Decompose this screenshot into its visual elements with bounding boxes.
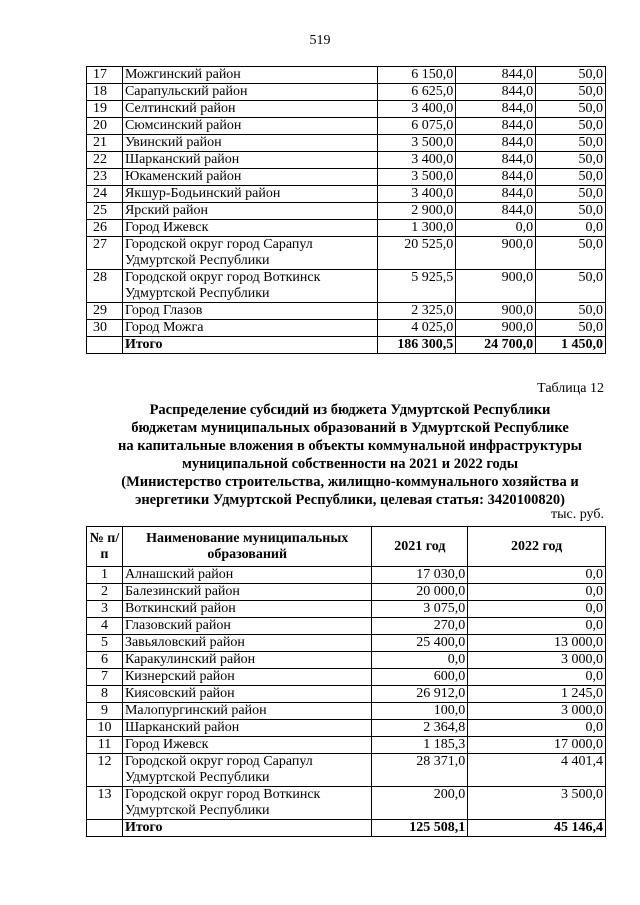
title-line: бюджетам муниципальных образований в Удмуртской Республике xyxy=(131,420,569,436)
value-cell: 186 300,5 xyxy=(378,337,456,354)
name-cell: Итого xyxy=(122,820,372,837)
row-number-cell: 18 xyxy=(87,84,123,101)
value-cell: 1 185,3 xyxy=(372,737,468,754)
value-cell: 3 500,0 xyxy=(378,169,456,186)
value-cell: 3 500,0 xyxy=(468,787,606,820)
subsidy-table-continued xyxy=(86,66,606,354)
name-cell: Балезинский район xyxy=(122,584,372,601)
name-cell: Ярский район xyxy=(122,203,377,220)
row-number-cell: 2 xyxy=(87,584,123,601)
row-number-cell: 19 xyxy=(87,101,123,118)
value-cell: 3 075,0 xyxy=(372,601,468,618)
row-number-cell: 4 xyxy=(87,618,123,635)
table-row xyxy=(87,152,606,169)
table-row xyxy=(87,135,606,152)
value-cell: 0,0 xyxy=(468,567,606,584)
value-cell: 50,0 xyxy=(536,303,606,320)
value-cell: 844,0 xyxy=(456,67,536,84)
value-cell: 844,0 xyxy=(456,203,536,220)
units-label: тыс. руб. xyxy=(551,507,604,522)
value-cell: 20 000,0 xyxy=(372,584,468,601)
value-cell: 900,0 xyxy=(456,237,536,270)
name-cell: Городской округ город Сарапул Удмуртской Республики xyxy=(122,754,372,787)
name-cell: Воткинский район xyxy=(122,601,372,618)
header-2022: 2022 год xyxy=(468,527,606,567)
name-cell: Увинский район xyxy=(122,135,377,152)
row-number-cell xyxy=(87,337,123,354)
name-cell: Город Глазов xyxy=(122,303,377,320)
value-cell: 20 525,0 xyxy=(378,237,456,270)
value-cell: 0,0 xyxy=(536,220,606,237)
value-cell: 3 400,0 xyxy=(378,101,456,118)
value-cell: 0,0 xyxy=(468,720,606,737)
table-row xyxy=(87,567,606,584)
name-cell: Шарканский район xyxy=(122,720,372,737)
row-number-cell: 30 xyxy=(87,320,123,337)
name-cell: Сюмсинский район xyxy=(122,118,377,135)
row-number-cell: 29 xyxy=(87,303,123,320)
value-cell: 28 371,0 xyxy=(372,754,468,787)
value-cell: 3 400,0 xyxy=(378,152,456,169)
row-number-cell: 13 xyxy=(87,787,123,820)
value-cell: 0,0 xyxy=(468,584,606,601)
row-number-cell: 27 xyxy=(87,237,123,270)
value-cell: 844,0 xyxy=(456,135,536,152)
table-row xyxy=(87,270,606,303)
value-cell: 50,0 xyxy=(536,186,606,203)
row-number-cell: 9 xyxy=(87,703,123,720)
table-row xyxy=(87,703,606,720)
value-cell: 844,0 xyxy=(456,186,536,203)
header-2021: 2021 год xyxy=(372,527,468,567)
value-cell: 5 925,5 xyxy=(378,270,456,303)
title-line: энергетики Удмуртской Республики, целевая статья: 3420100820) xyxy=(135,492,565,508)
value-cell: 50,0 xyxy=(536,237,606,270)
row-number-cell: 25 xyxy=(87,203,123,220)
table-row xyxy=(87,618,606,635)
table-row xyxy=(87,601,606,618)
value-cell: 0,0 xyxy=(372,652,468,669)
name-cell: Городской округ город Воткинск Удмуртской Республики xyxy=(122,270,377,303)
table-row xyxy=(87,186,606,203)
name-cell: Киясовский район xyxy=(122,686,372,703)
row-number-cell: 10 xyxy=(87,720,123,737)
value-cell: 50,0 xyxy=(536,320,606,337)
name-cell: Город Можга xyxy=(122,320,377,337)
row-number-cell: 17 xyxy=(87,67,123,84)
value-cell: 26 912,0 xyxy=(372,686,468,703)
row-number-cell: 12 xyxy=(87,754,123,787)
table-row xyxy=(87,203,606,220)
value-cell: 270,0 xyxy=(372,618,468,635)
value-cell: 50,0 xyxy=(536,152,606,169)
value-cell: 900,0 xyxy=(456,303,536,320)
name-cell: Каракулинский район xyxy=(122,652,372,669)
table-label: Таблица 12 xyxy=(537,381,604,396)
name-cell: Алнашский район xyxy=(122,567,372,584)
value-cell: 844,0 xyxy=(456,152,536,169)
name-cell: Город Ижевск xyxy=(122,220,377,237)
row-number-cell: 22 xyxy=(87,152,123,169)
table-row xyxy=(87,101,606,118)
table-row xyxy=(87,669,606,686)
name-cell: Завьяловский район xyxy=(122,635,372,652)
table-row xyxy=(87,237,606,270)
value-cell: 13 000,0 xyxy=(468,635,606,652)
table-row xyxy=(87,754,606,787)
name-cell: Малопургинский район xyxy=(122,703,372,720)
value-cell: 2 325,0 xyxy=(378,303,456,320)
value-cell: 50,0 xyxy=(536,118,606,135)
header-name: Наименование муниципальных образований xyxy=(122,527,372,567)
value-cell: 6 625,0 xyxy=(378,84,456,101)
value-cell: 50,0 xyxy=(536,135,606,152)
value-cell: 600,0 xyxy=(372,669,468,686)
value-cell: 25 400,0 xyxy=(372,635,468,652)
title-line: на капитальные вложения в объекты коммунальной инфраструктуры xyxy=(118,438,582,454)
name-cell: Глазовский район xyxy=(122,618,372,635)
table-row xyxy=(87,584,606,601)
row-number-cell: 8 xyxy=(87,686,123,703)
value-cell: 4 025,0 xyxy=(378,320,456,337)
title-line: муниципальной собственности на 2021 и 2022 годы xyxy=(181,456,519,472)
value-cell: 0,0 xyxy=(468,618,606,635)
row-number-cell: 28 xyxy=(87,270,123,303)
value-cell: 125 508,1 xyxy=(372,820,468,837)
name-cell: Городской округ город Сарапул Удмуртской Республики xyxy=(122,237,377,270)
name-cell: Можгинский район xyxy=(122,67,377,84)
value-cell: 3 000,0 xyxy=(468,703,606,720)
title-line: Распределение субсидий из бюджета Удмуртской Республики xyxy=(149,402,551,418)
table-row xyxy=(87,635,606,652)
value-cell: 2 364,8 xyxy=(372,720,468,737)
table-row xyxy=(87,169,606,186)
row-number-cell xyxy=(87,820,123,837)
row-number-cell: 5 xyxy=(87,635,123,652)
name-cell: Шарканский район xyxy=(122,152,377,169)
table-row xyxy=(87,67,606,84)
name-cell: Селтинский район xyxy=(122,101,377,118)
row-number-cell: 7 xyxy=(87,669,123,686)
name-cell: Городской округ город Воткинск Удмуртской Республики xyxy=(122,787,372,820)
value-cell: 6 150,0 xyxy=(378,67,456,84)
name-cell: Сарапульский район xyxy=(122,84,377,101)
row-number-cell: 26 xyxy=(87,220,123,237)
value-cell: 900,0 xyxy=(456,320,536,337)
table-row xyxy=(87,787,606,820)
value-cell: 844,0 xyxy=(456,118,536,135)
value-cell: 900,0 xyxy=(456,270,536,303)
value-cell: 844,0 xyxy=(456,169,536,186)
row-number-cell: 3 xyxy=(87,601,123,618)
table-title xyxy=(90,401,610,509)
name-cell: Якшур-Бодьинский район xyxy=(122,186,377,203)
total-row xyxy=(87,820,606,837)
table-header-row xyxy=(87,527,606,567)
value-cell: 0,0 xyxy=(468,669,606,686)
table-row xyxy=(87,737,606,754)
value-cell: 50,0 xyxy=(536,203,606,220)
table-row xyxy=(87,220,606,237)
table-row xyxy=(87,720,606,737)
value-cell: 50,0 xyxy=(536,84,606,101)
row-number-cell: 24 xyxy=(87,186,123,203)
value-cell: 3 000,0 xyxy=(468,652,606,669)
value-cell: 3 500,0 xyxy=(378,135,456,152)
value-cell: 17 000,0 xyxy=(468,737,606,754)
table-row xyxy=(87,686,606,703)
value-cell: 844,0 xyxy=(456,84,536,101)
value-cell: 6 075,0 xyxy=(378,118,456,135)
value-cell: 4 401,4 xyxy=(468,754,606,787)
value-cell: 100,0 xyxy=(372,703,468,720)
name-cell: Город Ижевск xyxy=(122,737,372,754)
table-row xyxy=(87,84,606,101)
row-number-cell: 6 xyxy=(87,652,123,669)
table-row xyxy=(87,303,606,320)
value-cell: 50,0 xyxy=(536,169,606,186)
name-cell: Итого xyxy=(122,337,377,354)
table-row xyxy=(87,652,606,669)
subsidy-table-12 xyxy=(86,526,606,837)
value-cell: 1 245,0 xyxy=(468,686,606,703)
row-number-cell: 23 xyxy=(87,169,123,186)
value-cell: 3 400,0 xyxy=(378,186,456,203)
value-cell: 17 030,0 xyxy=(372,567,468,584)
value-cell: 1 300,0 xyxy=(378,220,456,237)
row-number-cell: 1 xyxy=(87,567,123,584)
table-row xyxy=(87,320,606,337)
title-line: (Министерство строительства, жилищно-коммунального хозяйства и xyxy=(121,474,579,490)
value-cell: 50,0 xyxy=(536,101,606,118)
value-cell: 50,0 xyxy=(536,67,606,84)
value-cell: 45 146,4 xyxy=(468,820,606,837)
value-cell: 0,0 xyxy=(456,220,536,237)
row-number-cell: 21 xyxy=(87,135,123,152)
value-cell: 2 900,0 xyxy=(378,203,456,220)
table-row xyxy=(87,118,606,135)
name-cell: Кизнерский район xyxy=(122,669,372,686)
value-cell: 24 700,0 xyxy=(456,337,536,354)
value-cell: 0,0 xyxy=(468,601,606,618)
value-cell: 50,0 xyxy=(536,270,606,303)
header-number: № п/п xyxy=(87,527,123,567)
name-cell: Юкаменский район xyxy=(122,169,377,186)
total-row xyxy=(87,337,606,354)
value-cell: 200,0 xyxy=(372,787,468,820)
row-number-cell: 11 xyxy=(87,737,123,754)
row-number-cell: 20 xyxy=(87,118,123,135)
page-number: 519 xyxy=(309,33,331,48)
value-cell: 844,0 xyxy=(456,101,536,118)
value-cell: 1 450,0 xyxy=(536,337,606,354)
